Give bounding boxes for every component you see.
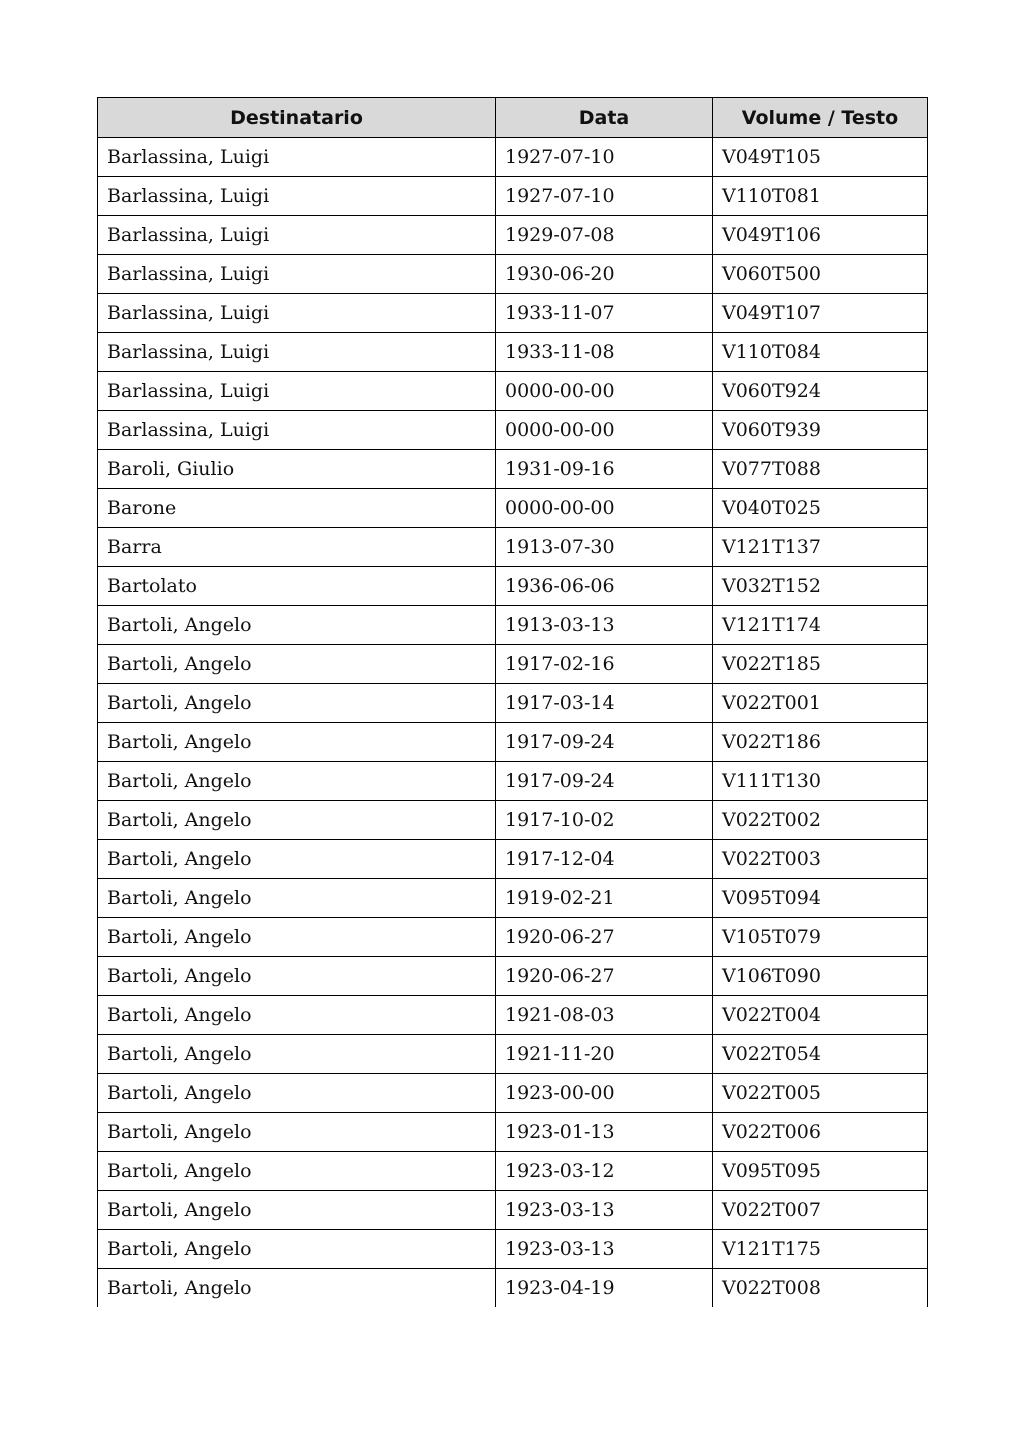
table-row [98, 1074, 928, 1113]
destinatario-cell: Bartoli, Angelo [98, 918, 496, 957]
destinatario-cell: Barlassina, Luigi [98, 177, 496, 216]
data-cell: 1919-02-21 [496, 879, 713, 918]
column-header-volume-testo: Volume / Testo [713, 98, 928, 138]
table-row [98, 138, 928, 177]
data-cell: 1920-06-27 [496, 957, 713, 996]
data-cell: 1917-09-24 [496, 723, 713, 762]
table-row [98, 255, 928, 294]
data-cell: 1929-07-08 [496, 216, 713, 255]
volume-testo-cell: V022T005 [713, 1074, 928, 1113]
volume-testo-cell: V049T105 [713, 138, 928, 177]
destinatario-cell: Barlassina, Luigi [98, 216, 496, 255]
table-body [98, 138, 928, 1308]
data-cell: 0000-00-00 [496, 489, 713, 528]
table-row [98, 1152, 928, 1191]
table-row [98, 1269, 928, 1308]
data-cell: 1917-03-14 [496, 684, 713, 723]
destinatario-cell: Barlassina, Luigi [98, 333, 496, 372]
table-row [98, 294, 928, 333]
data-cell: 1936-06-06 [496, 567, 713, 606]
data-cell: 1913-03-13 [496, 606, 713, 645]
table-row [98, 996, 928, 1035]
destinatario-cell: Barlassina, Luigi [98, 372, 496, 411]
destinatario-cell: Bartoli, Angelo [98, 1152, 496, 1191]
table-row [98, 177, 928, 216]
table-row [98, 1191, 928, 1230]
volume-testo-cell: V060T500 [713, 255, 928, 294]
volume-testo-cell: V022T002 [713, 801, 928, 840]
data-cell: 1923-01-13 [496, 1113, 713, 1152]
data-cell: 1923-00-00 [496, 1074, 713, 1113]
data-cell: 1920-06-27 [496, 918, 713, 957]
volume-testo-cell: V022T008 [713, 1269, 928, 1308]
table-row [98, 489, 928, 528]
data-cell: 1923-03-13 [496, 1191, 713, 1230]
data-cell: 1917-10-02 [496, 801, 713, 840]
destinatario-cell: Bartoli, Angelo [98, 996, 496, 1035]
header-row [98, 98, 928, 138]
destinatario-cell: Barlassina, Luigi [98, 255, 496, 294]
table-row [98, 723, 928, 762]
volume-testo-cell: V049T106 [713, 216, 928, 255]
volume-testo-cell: V077T088 [713, 450, 928, 489]
volume-testo-cell: V022T001 [713, 684, 928, 723]
destinatario-cell: Bartoli, Angelo [98, 1269, 496, 1308]
data-cell: 1917-09-24 [496, 762, 713, 801]
data-cell: 1917-12-04 [496, 840, 713, 879]
data-cell: 1923-03-12 [496, 1152, 713, 1191]
table-row [98, 333, 928, 372]
table-row [98, 801, 928, 840]
volume-testo-cell: V060T939 [713, 411, 928, 450]
destinatario-cell: Barone [98, 489, 496, 528]
volume-testo-cell: V106T090 [713, 957, 928, 996]
table-row [98, 957, 928, 996]
volume-testo-cell: V110T084 [713, 333, 928, 372]
destinatario-cell: Bartoli, Angelo [98, 1230, 496, 1269]
destinatario-cell: Barra [98, 528, 496, 567]
table-row [98, 1230, 928, 1269]
table-row [98, 606, 928, 645]
volume-testo-cell: V022T003 [713, 840, 928, 879]
destinatario-cell: Barlassina, Luigi [98, 138, 496, 177]
destinatario-cell: Bartoli, Angelo [98, 762, 496, 801]
volume-testo-cell: V040T025 [713, 489, 928, 528]
data-cell: 1933-11-07 [496, 294, 713, 333]
data-cell: 1927-07-10 [496, 177, 713, 216]
table-row [98, 450, 928, 489]
data-cell: 1931-09-16 [496, 450, 713, 489]
table-header [98, 98, 928, 138]
data-cell: 0000-00-00 [496, 372, 713, 411]
data-cell: 1930-06-20 [496, 255, 713, 294]
table-row [98, 411, 928, 450]
destinatario-cell: Bartoli, Angelo [98, 957, 496, 996]
volume-testo-cell: V022T186 [713, 723, 928, 762]
data-cell: 1921-11-20 [496, 1035, 713, 1074]
destinatario-cell: Bartoli, Angelo [98, 684, 496, 723]
destinatario-cell: Barlassina, Luigi [98, 411, 496, 450]
table-row [98, 684, 928, 723]
volume-testo-cell: V022T007 [713, 1191, 928, 1230]
table-row [98, 567, 928, 606]
letters-index-table [97, 97, 928, 1307]
table-row [98, 879, 928, 918]
destinatario-cell: Bartoli, Angelo [98, 645, 496, 684]
destinatario-cell: Bartoli, Angelo [98, 801, 496, 840]
destinatario-cell: Bartoli, Angelo [98, 1191, 496, 1230]
destinatario-cell: Bartoli, Angelo [98, 840, 496, 879]
destinatario-cell: Bartolato [98, 567, 496, 606]
table-row [98, 1113, 928, 1152]
volume-testo-cell: V022T004 [713, 996, 928, 1035]
destinatario-cell: Bartoli, Angelo [98, 723, 496, 762]
volume-testo-cell: V060T924 [713, 372, 928, 411]
volume-testo-cell: V049T107 [713, 294, 928, 333]
data-cell: 0000-00-00 [496, 411, 713, 450]
data-cell: 1933-11-08 [496, 333, 713, 372]
destinatario-cell: Bartoli, Angelo [98, 1113, 496, 1152]
destinatario-cell: Bartoli, Angelo [98, 606, 496, 645]
column-header-destinatario: Destinatario [98, 98, 496, 138]
volume-testo-cell: V105T079 [713, 918, 928, 957]
data-cell: 1927-07-10 [496, 138, 713, 177]
destinatario-cell: Barlassina, Luigi [98, 294, 496, 333]
volume-testo-cell: V121T174 [713, 606, 928, 645]
volume-testo-cell: V095T095 [713, 1152, 928, 1191]
data-cell: 1923-03-13 [496, 1230, 713, 1269]
volume-testo-cell: V111T130 [713, 762, 928, 801]
volume-testo-cell: V121T137 [713, 528, 928, 567]
table-row [98, 216, 928, 255]
volume-testo-cell: V110T081 [713, 177, 928, 216]
volume-testo-cell: V022T006 [713, 1113, 928, 1152]
data-cell: 1917-02-16 [496, 645, 713, 684]
volume-testo-cell: V121T175 [713, 1230, 928, 1269]
volume-testo-cell: V022T185 [713, 645, 928, 684]
table-row [98, 840, 928, 879]
volume-testo-cell: V032T152 [713, 567, 928, 606]
table-row [98, 528, 928, 567]
volume-testo-cell: V095T094 [713, 879, 928, 918]
destinatario-cell: Bartoli, Angelo [98, 1035, 496, 1074]
data-cell: 1921-08-03 [496, 996, 713, 1035]
data-cell: 1923-04-19 [496, 1269, 713, 1308]
destinatario-cell: Bartoli, Angelo [98, 1074, 496, 1113]
table-row [98, 1035, 928, 1074]
destinatario-cell: Bartoli, Angelo [98, 879, 496, 918]
table-row [98, 645, 928, 684]
table-row [98, 372, 928, 411]
volume-testo-cell: V022T054 [713, 1035, 928, 1074]
data-cell: 1913-07-30 [496, 528, 713, 567]
table-row [98, 762, 928, 801]
table-row [98, 918, 928, 957]
document-page [97, 97, 927, 1307]
column-header-data: Data [496, 98, 713, 138]
destinatario-cell: Baroli, Giulio [98, 450, 496, 489]
